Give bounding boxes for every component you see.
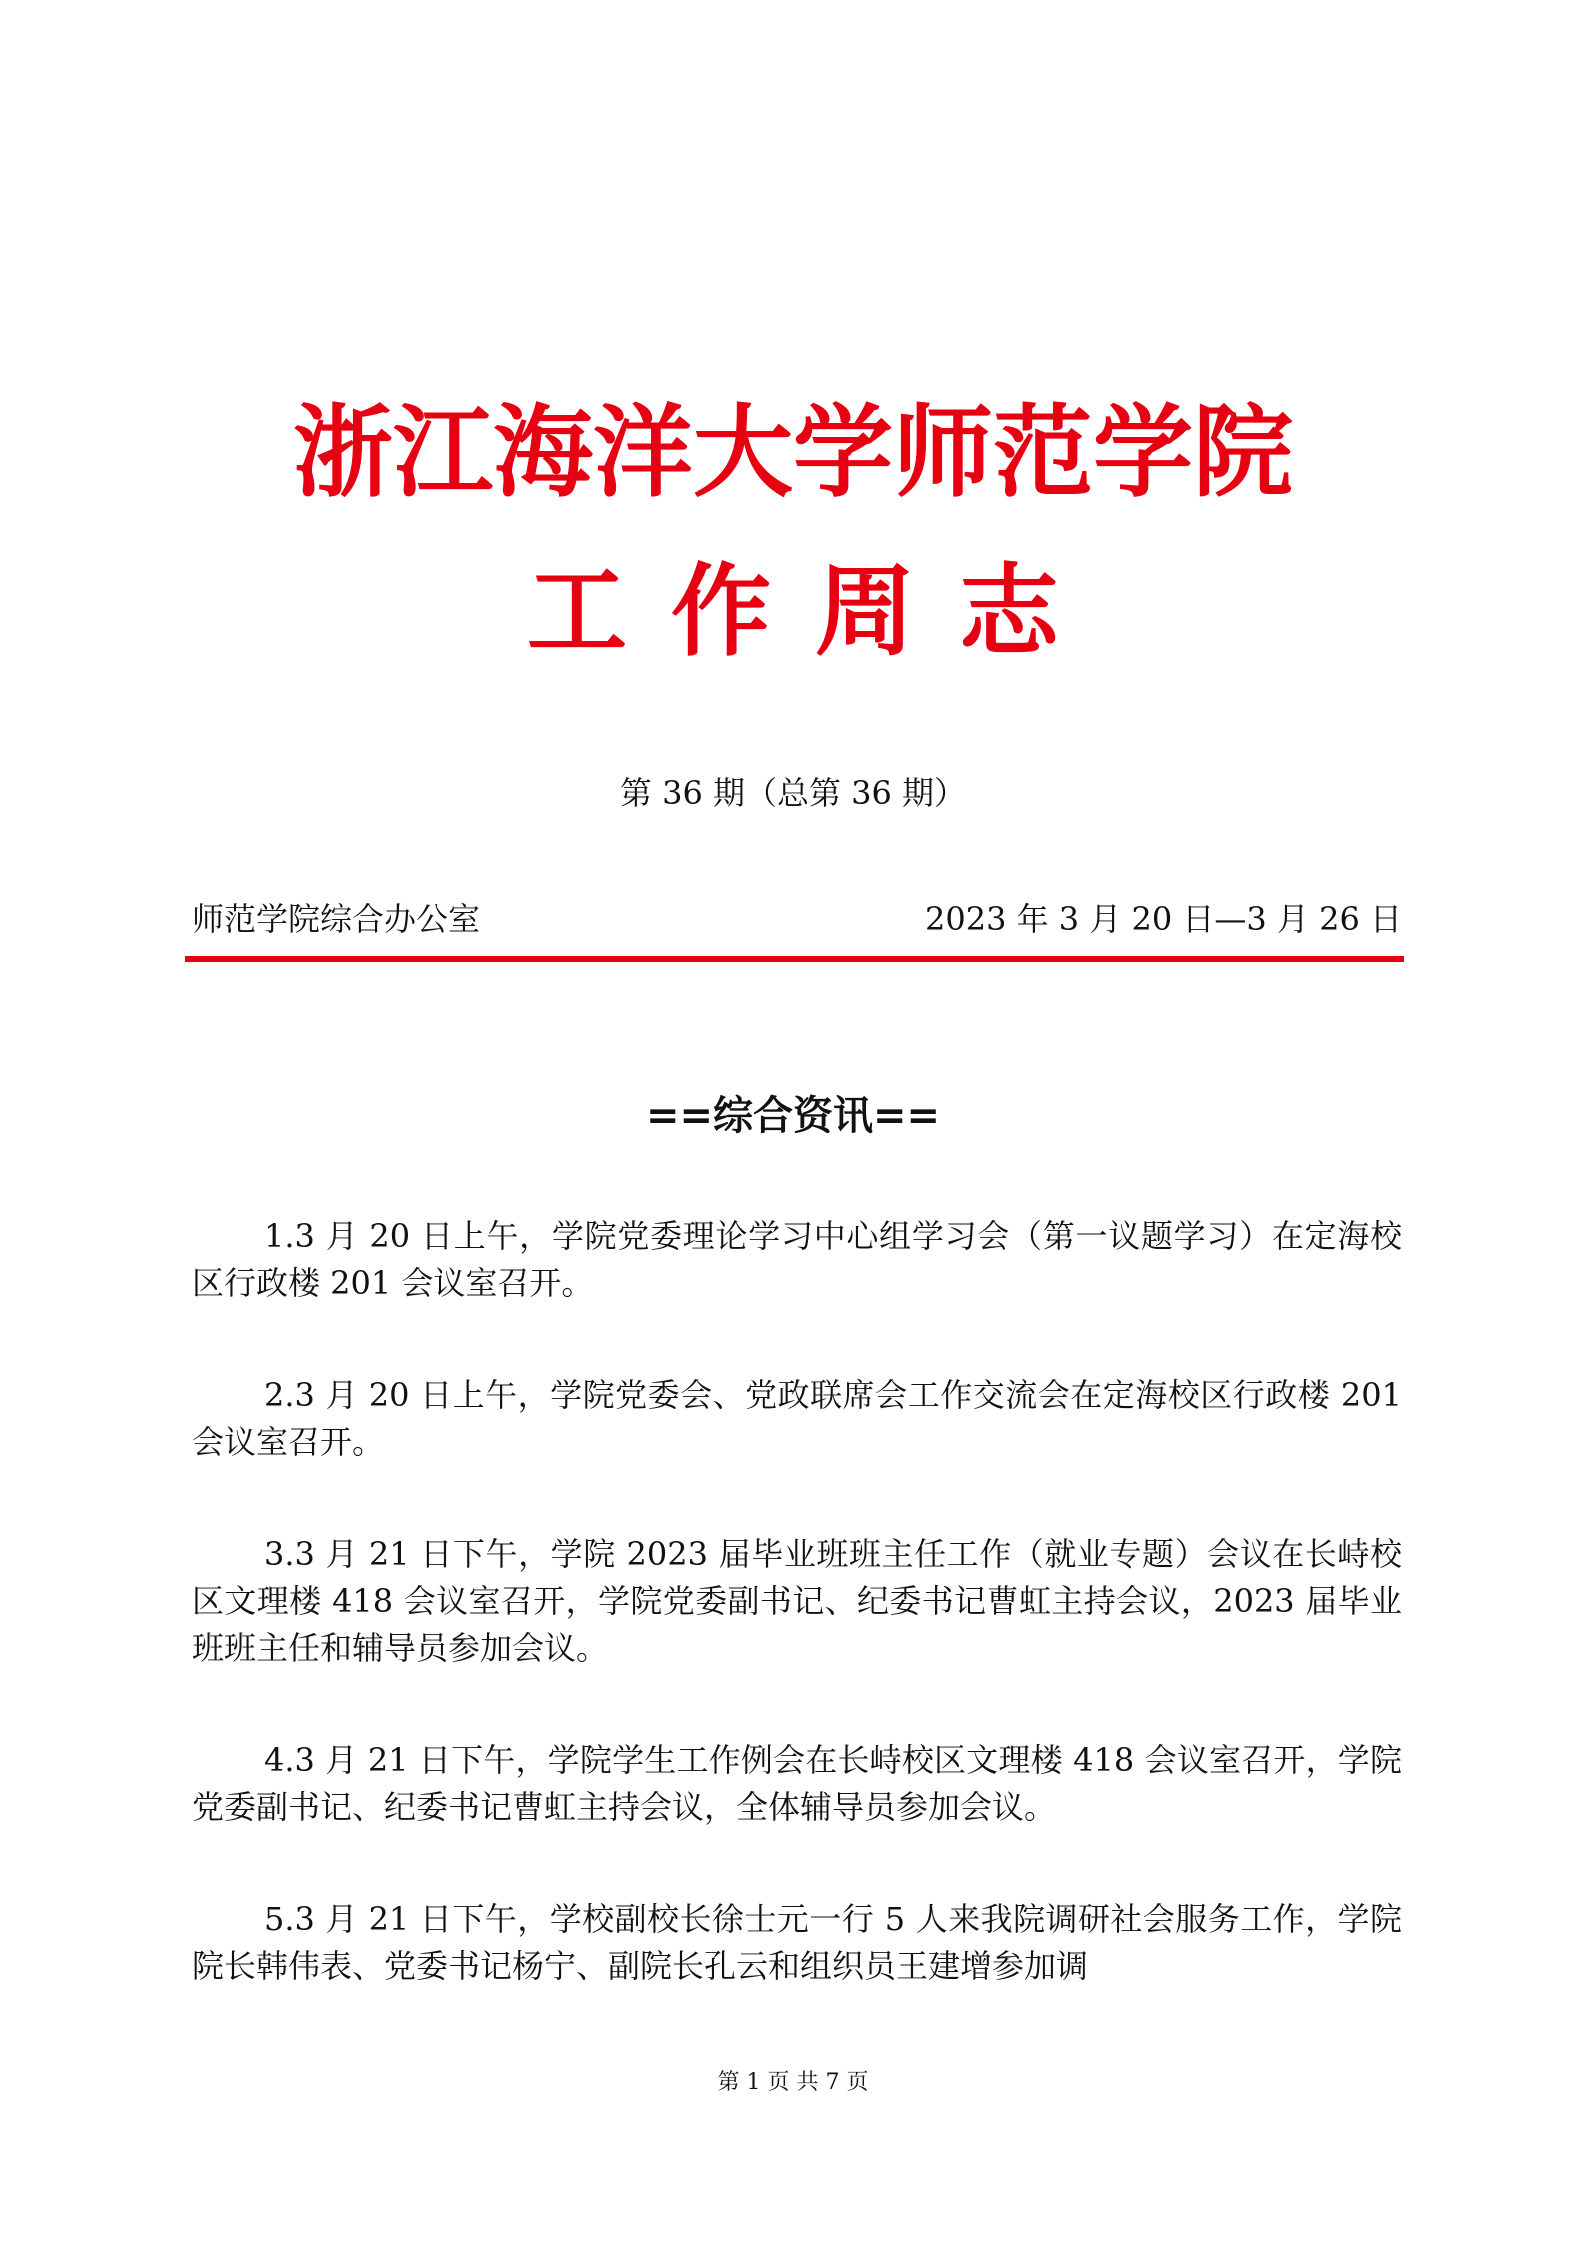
info-row (192, 898, 1402, 940)
news-list (192, 1213, 1402, 2055)
masthead-subtitle: 工作周志 (527, 553, 1103, 670)
news-item-3: 3.3 月 21 日下午，学院 2023 届毕业班班主任工作（就业专题）会议在长峙校区文理楼 418 会议室召开，学院党委副书记、纪委书记曹虹主持会议，2023 届毕业班班主任和辅导员参加会议。 (192, 1535, 1402, 1667)
red-divider (185, 956, 1404, 962)
news-item-2: 2.3 月 20 日上午，学院党委会、党政联席会工作交流会在定海校区行政楼 201 会议室召开。 (192, 1376, 1402, 1461)
page-number: 第 1 页 共 7 页 (717, 2070, 869, 2095)
department-name: 师范学院综合办公室 (192, 900, 481, 938)
news-item-4: 4.3 月 21 日下午，学院学生工作例会在长峙校区文理楼 418 会议室召开，学院党委副书记、纪委书记曹虹主持会议，全体辅导员参加会议。 (192, 1741, 1402, 1826)
news-item-1: 1.3 月 20 日上午，学院党委理论学习中心组学习会（第一议题学习）在定海校区行政楼 201 会议室召开。 (192, 1217, 1402, 1302)
masthead-title: 浙江海洋大学师范学院 (293, 393, 1293, 511)
news-item-5: 5.3 月 21 日下午，学校副校长徐士元一行 5 人来我院调研社会服务工作，学院院长韩伟表、党委书记杨宁、副院长孔云和组织员王建增参加调 (192, 1900, 1402, 1985)
section-heading: ==综合资讯== (645, 1093, 941, 1139)
date-range: 2023 年 3 月 20 日—3 月 26 日 (925, 900, 1402, 938)
issue-number: 第 36 期（总第 36 期） (619, 774, 967, 812)
